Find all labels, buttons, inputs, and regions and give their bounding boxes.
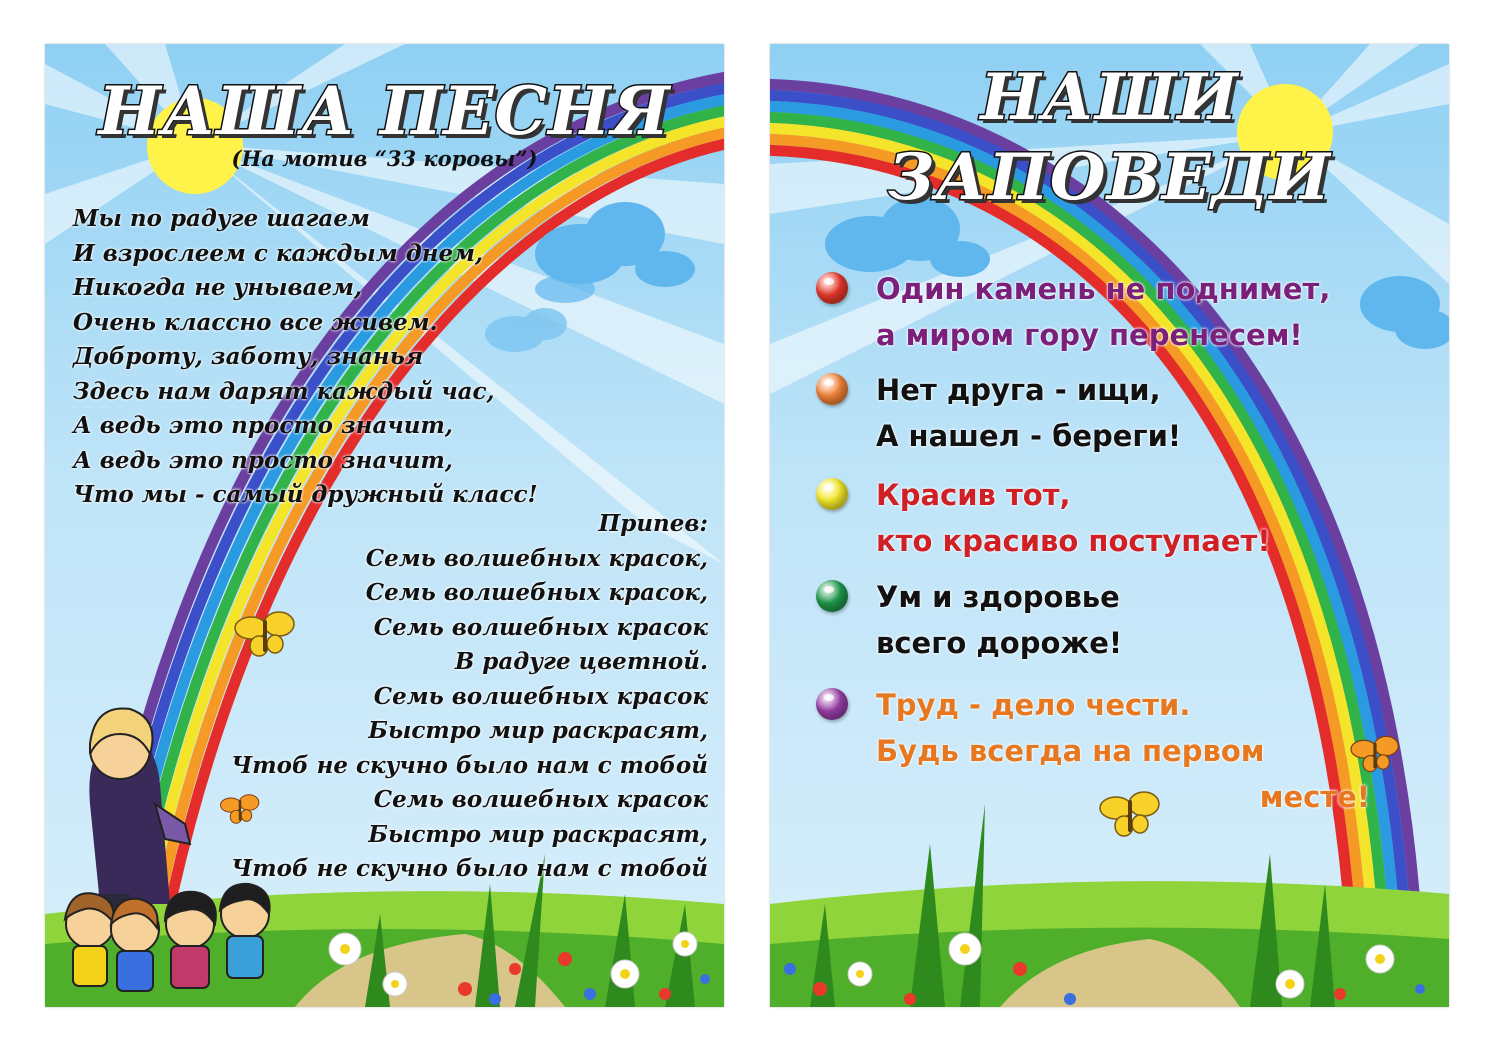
bullet-ball-icon	[816, 373, 848, 405]
rule-line: кто красиво поступает!	[876, 524, 1271, 558]
chorus-line: Семь волшебных красок,	[365, 579, 708, 606]
chorus-line: Семь волшебных красок,	[365, 544, 708, 572]
bullet-ball-icon	[816, 272, 848, 304]
song-chorus	[108, 507, 708, 887]
rule-line: месте!	[1259, 780, 1370, 814]
rules-title-line: ЗАПОВЕДИ	[888, 140, 1331, 215]
verse-line: Здесь нам дарят каждый час,	[73, 377, 495, 405]
chorus-heading: Припев:	[598, 510, 708, 537]
rule-line: А нашел - береги!	[876, 419, 1182, 453]
verse-line: Никогда не унываем,	[73, 274, 363, 301]
song-title: НАША ПЕСНЯ	[98, 72, 671, 150]
verse-line: Что мы - самый дружный класс!	[73, 481, 538, 508]
rule-line: Красив тот,	[876, 478, 1071, 512]
bullet-ball-icon	[816, 688, 848, 720]
chorus-line: Семь волшебных красок	[373, 786, 708, 813]
verse-line: А ведь это просто значит,	[73, 446, 453, 474]
song-subtitle: (На мотив “33 коровы”)	[231, 146, 538, 171]
rule-item	[810, 367, 1430, 459]
rule-item	[810, 574, 1430, 666]
rule-text	[876, 472, 1430, 564]
rule-item	[810, 472, 1430, 564]
rule-line: всего дороже!	[876, 626, 1123, 660]
chorus-line: Семь волшебных красок	[373, 682, 708, 710]
bullet-ball-icon	[816, 580, 848, 612]
rule-text	[876, 574, 1430, 666]
chorus-line: Чтоб не скучно было нам с тобой	[231, 855, 708, 882]
song-verse	[73, 202, 673, 513]
rules-poster	[770, 44, 1449, 1007]
chorus-line: Чтоб не скучно было нам с тобой	[231, 751, 708, 779]
rule-text	[876, 266, 1430, 358]
rule-line: а миром гору перенесем!	[876, 318, 1303, 352]
rule-line: Труд - дело чести.	[876, 688, 1191, 722]
verse-line: Очень классно все живем.	[73, 308, 438, 336]
verse-line: И взрослеем с каждым днем,	[73, 239, 483, 267]
rules-title-line: НАШИ	[980, 60, 1239, 135]
song-poster	[45, 44, 724, 1007]
rule-line: Будь всегда на первом	[876, 734, 1265, 768]
verse-line: Мы по радуге шагаем	[73, 205, 370, 232]
verse-line: А ведь это просто значит,	[73, 412, 453, 439]
chorus-line: Семь волшебных красок	[373, 613, 708, 641]
rule-item	[810, 682, 1430, 820]
bullet-ball-icon	[816, 478, 848, 510]
chorus-line: Быстро мир раскрасят,	[368, 717, 708, 744]
rule-text	[876, 682, 1430, 820]
rule-line: Нет друга - ищи,	[876, 373, 1161, 407]
rule-line: Ум и здоровье	[876, 580, 1120, 614]
rule-text	[876, 367, 1430, 459]
rule-item	[810, 266, 1430, 358]
chorus-line: Быстро мир раскрасят,	[368, 820, 708, 848]
chorus-line: В радуге цветной.	[454, 648, 708, 675]
rules-title	[770, 58, 1449, 218]
rule-line: Один камень не поднимет,	[876, 272, 1331, 306]
verse-line: Доброту, заботу, знанья	[73, 343, 424, 370]
